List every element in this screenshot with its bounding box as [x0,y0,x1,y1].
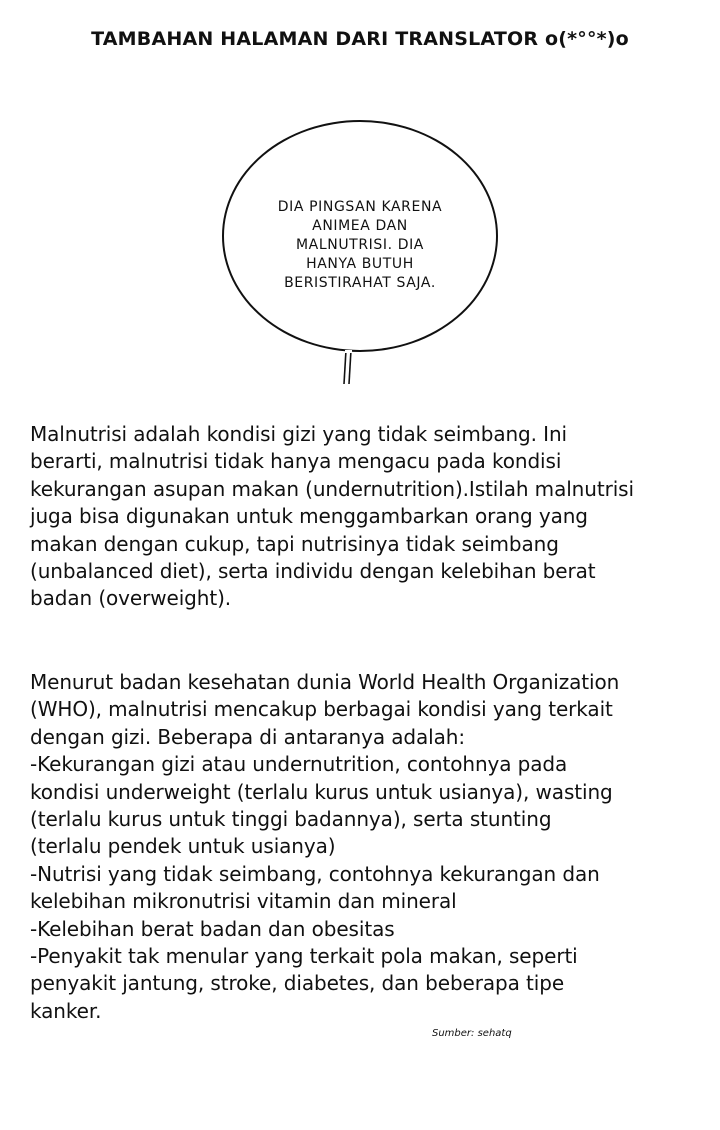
text-line: badan (overweight). [30,586,232,611]
text-line: (terlalu pendek untuk usianya) [30,834,336,859]
speech-bubble-tail [342,350,356,384]
text-line: kondisi underweight (terlalu kurus untuk usianya), wasting [30,779,613,804]
page-title: TAMBAHAN HALAMAN DARI TRANSLATOR o(*°°*)o [91,28,629,50]
bubble-line: MALNUTRISI. DIA [296,237,424,253]
text-line: (terlalu kurus untuk tinggi badannya), serta stunting [30,807,552,832]
list-item: -Kekurangan gizi atau undernutrition, contohnya pada [30,752,568,777]
source-citation: Sumber: sehatq [432,1028,512,1039]
text-line: (WHO), malnutrisi mencakup berbagai kondisi yang terkait [30,697,613,722]
text-line: Menurut badan kesehatan dunia World Health Organization [30,670,620,694]
list-item: -Nutrisi yang tidak seimbang, contohnya kekurangan dan [30,861,600,886]
text-line: berarti, malnutrisi tidak hanya mengacu pada kondisi [30,449,562,474]
list-item: -Kelebihan berat badan dan obesitas [30,916,395,941]
list-item: -Penyakit tak menular yang terkait pola makan, seperti [30,944,578,969]
text-line: kanker. [30,998,102,1023]
speech-bubble-text [222,198,498,293]
text-line: juga bisa digunakan untuk menggambarkan orang yang [30,504,588,529]
text-line: makan dengan cukup, tapi nutrisinya tidak seimbang [30,531,559,556]
text-line: (unbalanced diet), serta individu dengan kelebihan berat [30,559,596,584]
text-line: kelebihan mikronutrisi vitamin dan mineral [30,889,457,914]
text-line: dengan gizi. Beberapa di antaranya adalah: [30,724,465,749]
paragraph-malnutrition-definition [30,421,700,613]
text-line: penyakit jantung, stroke, diabetes, dan beberapa tipe [30,971,565,996]
bubble-line: DIA PINGSAN KARENA [277,199,443,215]
bubble-line: ANIMEA DAN [312,218,408,234]
paragraph-who-conditions [30,669,700,1025]
text-line: kekurangan asupan makan (undernutrition).Istilah malnutrisi [30,476,634,501]
bubble-line: BERISTIRAHAT SAJA. [284,275,436,291]
bubble-line: HANYA BUTUH [306,256,414,272]
text-line: Malnutrisi adalah kondisi gizi yang tidak seimbang. Ini [30,422,568,446]
